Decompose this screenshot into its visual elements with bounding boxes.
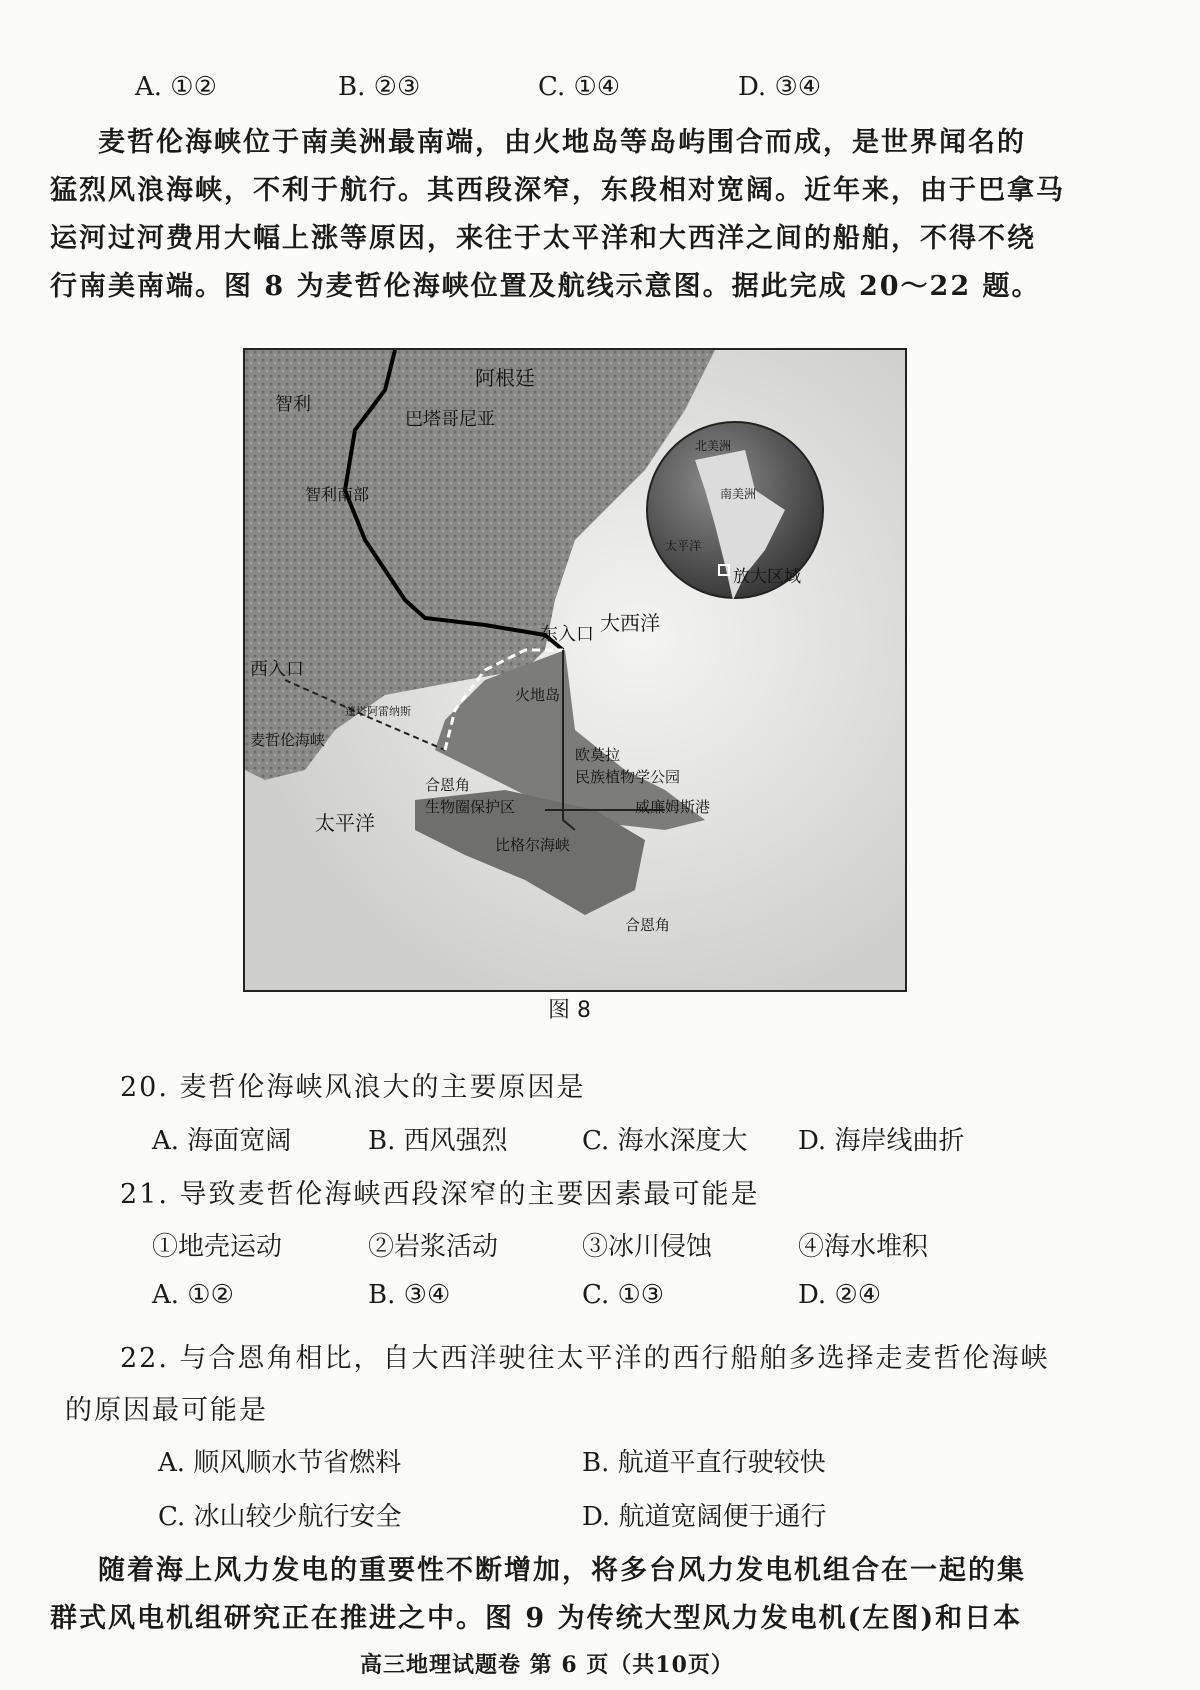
label-omora-2: 民族植物学公园: [575, 768, 681, 786]
q21-stem: 21. 导致麦哲伦海峡西段深窄的主要因素最可能是: [120, 1179, 760, 1210]
globe-label-north-america: 北美洲: [695, 439, 732, 453]
globe-label-south-america: 南美洲: [720, 487, 757, 501]
label-magellan-strait: 麦哲伦海峡: [250, 731, 326, 749]
label-patagonia: 巴塔哥尼亚: [405, 409, 495, 430]
q21-factor-4: ④海水堆积: [798, 1232, 929, 1262]
passage1-line-2: 猛烈风浪海峡，不利于航行。其西段深窄，东段相对宽阔。近年来，由于巴拿马: [50, 175, 1065, 206]
q21-option-c: C. ①③: [582, 1280, 665, 1310]
label-tierra-del-fuego: 火地岛: [515, 686, 561, 704]
label-beagle-channel: 比格尔海峡: [495, 836, 571, 854]
globe-label-pacific: 太平洋: [665, 539, 702, 553]
prev-option-a: A. ①②: [135, 72, 217, 102]
q20-option-b: B. 西风强烈: [368, 1126, 508, 1156]
label-pacific: 太平洋: [315, 811, 375, 835]
q22-option-d: D. 航道宽阔便于通行: [582, 1502, 827, 1532]
passage1-line-3: 运河过河费用大幅上涨等原因，来往于太平洋和大西洋之间的船舶，不得不绕: [50, 223, 1036, 254]
page-footer: 高三地理试题卷 第 6 页（共10页）: [360, 1652, 734, 1678]
q22-option-b: B. 航道平直行驶较快: [582, 1448, 826, 1478]
label-chile: 智利: [275, 394, 311, 415]
q21-option-a: A. ①②: [152, 1280, 234, 1310]
passage1-line-1: 麦哲伦海峡位于南美洲最南端，由火地岛等岛屿围合而成，是世界闻名的: [98, 127, 1026, 158]
label-east-entrance: 东入口: [540, 624, 594, 645]
label-cape-horn-reserve-1: 合恩角: [425, 776, 471, 794]
label-cape-horn-reserve-2: 生物圈保护区: [425, 798, 516, 816]
q21-factor-1: ①地壳运动: [152, 1232, 283, 1262]
prev-option-d: D. ③④: [738, 72, 822, 102]
q20-option-c: C. 海水深度大: [582, 1126, 748, 1156]
label-omora-1: 欧莫拉: [575, 746, 621, 764]
figure-caption: 图 8: [548, 998, 591, 1023]
label-cape-horn: 合恩角: [625, 916, 671, 934]
passage1-line-4: 行南美南端。图 8 为麦哲伦海峡位置及航线示意图。据此完成 20～22 题。: [50, 271, 1041, 302]
magellan-strait-map: [243, 348, 907, 992]
q21-factor-3: ③冰川侵蚀: [582, 1232, 713, 1262]
passage2-line-2: 群式风电机组研究正在推进之中。图 9 为传统大型风力发电机(左图)和日本: [50, 1603, 1023, 1634]
q22-option-a: A. 顺风顺水节省燃料: [158, 1448, 402, 1478]
q21-option-b: B. ③④: [368, 1280, 451, 1310]
q22-option-c: C. 冰山较少航行安全: [158, 1502, 402, 1532]
label-puerto-williams: 威廉姆斯港: [635, 798, 711, 816]
label-punta-arenas: 蓬塔阿雷纳斯: [345, 705, 411, 718]
prev-option-c: C. ①④: [538, 72, 621, 102]
label-argentina: 阿根廷: [475, 366, 535, 390]
q20-option-d: D. 海岸线曲折: [798, 1126, 965, 1156]
label-atlantic: 大西洋: [600, 611, 660, 635]
prev-option-b: B. ②③: [338, 72, 421, 102]
q21-factor-2: ②岩浆活动: [368, 1232, 499, 1262]
passage2-line-1: 随着海上风力发电的重要性不断增加，将多台风力发电机组合在一起的集: [98, 1555, 1026, 1586]
q20-option-a: A. 海面宽阔: [152, 1126, 292, 1156]
label-west-entrance: 西入口: [250, 659, 304, 680]
q22-stem-line-2: 的原因最可能是: [65, 1395, 268, 1426]
q22-stem-line-1: 22. 与合恩角相比，自大西洋驶往太平洋的西行船舶多选择走麦哲伦海峡: [120, 1343, 1050, 1374]
map-svg: [245, 350, 905, 990]
label-chile-region: 智利南部: [305, 485, 370, 504]
q20-stem: 20. 麦哲伦海峡风浪大的主要原因是: [120, 1072, 586, 1103]
q21-option-d: D. ②④: [798, 1280, 882, 1310]
globe-label-zoom-area: 放大区域: [733, 567, 801, 587]
